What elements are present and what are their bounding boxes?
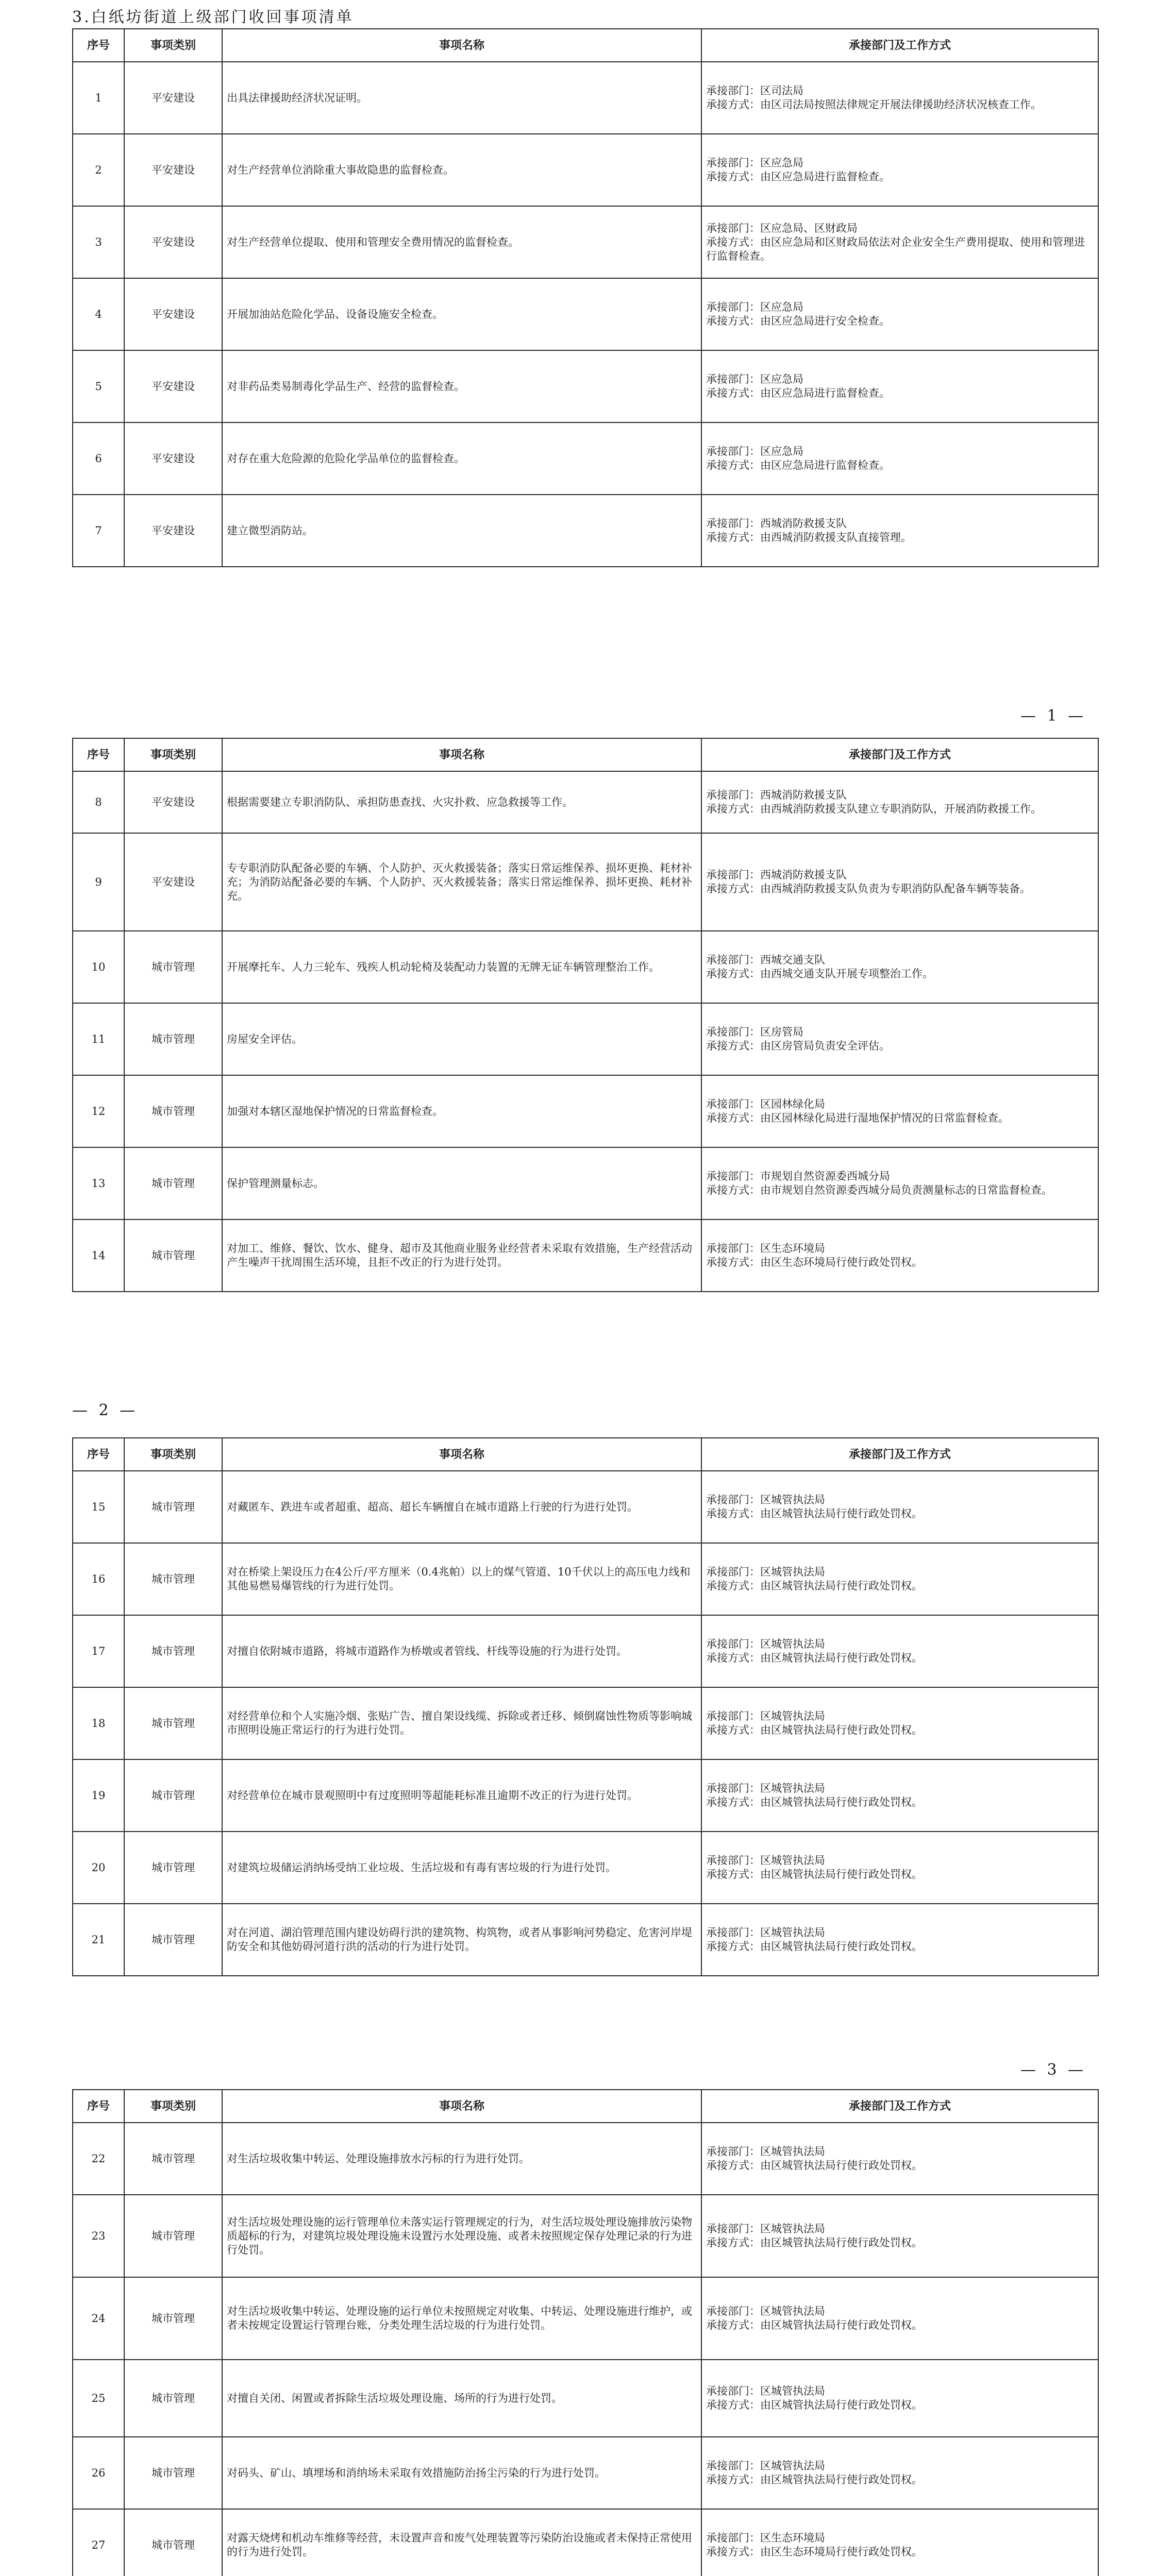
dept-unit: 承接部门：区城管执法局 xyxy=(706,1926,825,1939)
table-row xyxy=(73,2360,1098,2437)
row-category: 城市管理 xyxy=(124,1687,222,1759)
row-item-name: 对存在重大危险源的危险化学品单位的监督检查。 xyxy=(222,422,701,495)
row-category: 平安建设 xyxy=(124,422,222,495)
row-seq: 21 xyxy=(73,1904,124,1976)
table-row xyxy=(73,206,1098,278)
row-seq: 12 xyxy=(73,1075,124,1147)
dept-method: 承接方式：由市规划自然资源委西城分局负责测量标志的日常监督检查。 xyxy=(706,1184,1052,1196)
dept-method: 承接方式：由区司法局按照法律规定开展法律援助经济状况核查工作。 xyxy=(706,98,1042,111)
dept-method: 承接方式：由区城管执法局行使行政处罚权。 xyxy=(706,2399,923,2411)
dept-method: 承接方式：由区城管执法局行使行政处罚权。 xyxy=(706,1507,923,1520)
row-category: 城市管理 xyxy=(124,1075,222,1147)
dept-method: 承接方式：由区应急局进行监督检查。 xyxy=(706,171,890,183)
row-seq: 2 xyxy=(73,134,124,206)
dept-unit: 承接部门：区生态环境局 xyxy=(706,1242,825,1255)
row-dept xyxy=(701,1687,1098,1759)
row-item-name: 对擅自依附城市道路，将城市道路作为桥墩或者管线、杆线等设施的行为进行处罚。 xyxy=(222,1615,701,1687)
table-row xyxy=(73,62,1098,134)
row-seq: 22 xyxy=(73,2123,124,2195)
table-row xyxy=(73,1904,1098,1976)
dept-unit: 承接部门：区应急局、区财政局 xyxy=(706,222,858,234)
page-number-2: — 2 — xyxy=(72,1401,139,1419)
dept-method: 承接方式：由区城管执法局行使行政处罚权。 xyxy=(706,1652,923,1664)
row-dept xyxy=(701,1759,1098,1832)
row-dept xyxy=(701,2360,1098,2437)
table-header-row xyxy=(73,29,1098,62)
dept-method: 承接方式：由西城消防救援支队负责为专职消防队配备车辆等装备。 xyxy=(706,883,1031,895)
row-seq: 7 xyxy=(73,495,124,567)
dept-method: 承接方式：由西城消防救援支队建立专职消防队，开展消防救援工作。 xyxy=(706,803,1042,815)
dept-unit: 承接部门：区园林绿化局 xyxy=(706,1098,825,1110)
table-row xyxy=(73,2123,1098,2195)
header-seq: 序号 xyxy=(73,1438,124,1471)
dept-unit: 承接部门：西城消防救援支队 xyxy=(706,517,847,530)
table-row xyxy=(73,134,1098,206)
table-row xyxy=(73,1219,1098,1292)
dept-unit: 承接部门：区应急局 xyxy=(706,445,803,457)
dept-method: 承接方式：由区生态环境局行使行政处罚权。 xyxy=(706,1256,923,1268)
dept-unit: 承接部门：西城消防救援支队 xyxy=(706,869,847,881)
row-category: 平安建设 xyxy=(124,771,222,833)
row-dept xyxy=(701,278,1098,350)
header-category: 事项类别 xyxy=(124,29,222,62)
header-seq: 序号 xyxy=(73,738,124,771)
dept-unit: 承接部门：区城管执法局 xyxy=(706,1782,825,1794)
row-category: 平安建设 xyxy=(124,495,222,567)
row-seq: 18 xyxy=(73,1687,124,1759)
dept-unit: 承接部门：区房管局 xyxy=(706,1026,803,1038)
dept-unit: 承接部门：区应急局 xyxy=(706,301,803,313)
row-item-name: 对生产经营单位消除重大事故隐患的监督检查。 xyxy=(222,134,701,206)
header-seq: 序号 xyxy=(73,2090,124,2123)
row-seq: 11 xyxy=(73,1003,124,1075)
table-row xyxy=(73,1832,1098,1904)
dept-method: 承接方式：由区应急局进行安全检查。 xyxy=(706,315,890,327)
dept-method: 承接方式：由区城管执法局行使行政处罚权。 xyxy=(706,1580,923,1592)
page-number-1: — 1 — xyxy=(1020,707,1087,725)
row-seq: 10 xyxy=(73,931,124,1003)
header-seq: 序号 xyxy=(73,29,124,62)
page-heading: 3.白纸坊街道上级部门收回事项清单 xyxy=(72,8,354,26)
dept-method: 承接方式：由区应急局和区财政局依法对企业安全生产费用提取、使用和管理进行监督检查。 xyxy=(706,235,1085,262)
dept-unit: 承接部门：区城管执法局 xyxy=(706,2385,825,2397)
dept-unit: 承接部门：西城消防救援支队 xyxy=(706,789,847,801)
table-row xyxy=(73,350,1098,422)
dept-unit: 承接部门：区城管执法局 xyxy=(706,1710,825,1722)
header-category: 事项类别 xyxy=(124,2090,222,2123)
row-item-name: 加强对本辖区湿地保护情况的日常监督检查。 xyxy=(222,1075,701,1147)
table-header-row xyxy=(73,1438,1098,1471)
row-dept xyxy=(701,350,1098,422)
row-dept xyxy=(701,2195,1098,2277)
header-name: 事项名称 xyxy=(222,738,701,771)
table-page-3 xyxy=(72,1437,1098,1976)
row-dept xyxy=(701,2123,1098,2195)
header-dept: 承接部门及工作方式 xyxy=(701,29,1098,62)
row-dept xyxy=(701,1471,1098,1543)
dept-unit: 承接部门：区城管执法局 xyxy=(706,1638,825,1650)
row-seq: 19 xyxy=(73,1759,124,1832)
dept-method: 承接方式：由区应急局进行监督检查。 xyxy=(706,387,890,399)
dept-unit: 承接部门：区城管执法局 xyxy=(706,2460,825,2472)
table-row xyxy=(73,1687,1098,1759)
row-item-name: 对在河道、湖泊管理范围内建设妨碍行洪的建筑物、构筑物，或者从事影响河势稳定、危害河岸堤防安全和其他妨碍河道行洪的活动的行为进行处罚。 xyxy=(222,1904,701,1976)
row-item-name: 对建筑垃圾储运消纳场受纳工业垃圾、生活垃圾和有毒有害垃圾的行为进行处罚。 xyxy=(222,1832,701,1904)
row-seq: 1 xyxy=(73,62,124,134)
table-row xyxy=(73,1003,1098,1075)
row-category: 城市管理 xyxy=(124,1471,222,1543)
header-dept: 承接部门及工作方式 xyxy=(701,1438,1098,1471)
dept-unit: 承接部门：区应急局 xyxy=(706,373,803,385)
row-category: 城市管理 xyxy=(124,1543,222,1615)
row-seq: 24 xyxy=(73,2277,124,2360)
row-seq: 27 xyxy=(73,2509,124,2576)
row-item-name: 对露天烧烤和机动车维修等经营，未设置声音和废气处理装置等污染防治设施或者未保持正常使用的行为进行处罚。 xyxy=(222,2509,701,2576)
row-item-name: 对生活垃圾处理设施的运行管理单位未落实运行管理规定的行为，对生活垃圾处理设施排放污染物质超标的行为，对建筑垃圾处理设施未设置污水处理设施、或者未按照规定保存处理记录的行为进行处罚。 xyxy=(222,2195,701,2277)
row-seq: 5 xyxy=(73,350,124,422)
row-category: 平安建设 xyxy=(124,278,222,350)
row-dept xyxy=(701,422,1098,495)
row-item-name: 根据需要建立专职消防队、承担防患查找、火灾扑救、应急救援等工作。 xyxy=(222,771,701,833)
row-category: 城市管理 xyxy=(124,2123,222,2195)
row-category: 城市管理 xyxy=(124,1615,222,1687)
dept-unit: 承接部门：区应急局 xyxy=(706,157,803,169)
row-item-name: 对在桥梁上架设压力在4公斤/平方厘米（0.4兆帕）以上的煤气管道、10千伏以上的高压电力线和其他易燃易爆管线的行为进行处罚。 xyxy=(222,1543,701,1615)
row-dept xyxy=(701,134,1098,206)
row-dept xyxy=(701,833,1098,931)
dept-unit: 承接部门：区生态环境局 xyxy=(706,2532,825,2544)
row-seq: 3 xyxy=(73,206,124,278)
dept-method: 承接方式：由区生态环境局行使行政处罚权。 xyxy=(706,2546,923,2558)
header-category: 事项类别 xyxy=(124,1438,222,1471)
row-dept xyxy=(701,495,1098,567)
dept-unit: 承接部门：区城管执法局 xyxy=(706,2223,825,2235)
row-seq: 13 xyxy=(73,1147,124,1219)
row-category: 城市管理 xyxy=(124,1832,222,1904)
dept-method: 承接方式：由区园林绿化局进行湿地保护情况的日常监督检查。 xyxy=(706,1112,1009,1124)
header-name: 事项名称 xyxy=(222,2090,701,2123)
header-name: 事项名称 xyxy=(222,1438,701,1471)
row-seq: 17 xyxy=(73,1615,124,1687)
row-item-name: 对加工、维修、餐饮、饮水、健身、超市及其他商业服务业经营者未采取有效措施，生产经营活动产生噪声干扰周围生活环境，且拒不改正的行为进行处罚。 xyxy=(222,1219,701,1292)
row-seq: 9 xyxy=(73,833,124,931)
table-page-4 xyxy=(72,2089,1098,2576)
row-dept xyxy=(701,62,1098,134)
table-row xyxy=(73,1147,1098,1219)
row-item-name: 房屋安全评估。 xyxy=(222,1003,701,1075)
row-seq: 20 xyxy=(73,1832,124,1904)
row-dept xyxy=(701,931,1098,1003)
dept-method: 承接方式：由区应急局进行监督检查。 xyxy=(706,459,890,471)
table-row xyxy=(73,2437,1098,2509)
row-dept xyxy=(701,771,1098,833)
dept-unit: 承接部门：区城管执法局 xyxy=(706,2145,825,2158)
row-item-name: 对经营单位在城市景观照明中有过度照明等超能耗标准且逾期不改正的行为进行处罚。 xyxy=(222,1759,701,1832)
dept-method: 承接方式：由区城管执法局行使行政处罚权。 xyxy=(706,2473,923,2486)
row-category: 城市管理 xyxy=(124,931,222,1003)
row-category: 城市管理 xyxy=(124,2509,222,2576)
dept-method: 承接方式：由西城交通支队开展专项整治工作。 xyxy=(706,968,933,980)
page-number-3: — 3 — xyxy=(1020,2061,1087,2079)
row-category: 城市管理 xyxy=(124,2360,222,2437)
dept-method: 承接方式：由区城管执法局行使行政处罚权。 xyxy=(706,1796,923,1808)
header-name: 事项名称 xyxy=(222,29,701,62)
dept-method: 承接方式：由区城管执法局行使行政处罚权。 xyxy=(706,2159,923,2172)
row-item-name: 开展摩托车、人力三轮车、残疾人机动轮椅及装配动力装置的无牌无证车辆管理整治工作。 xyxy=(222,931,701,1003)
row-item-name: 出具法律援助经济状况证明。 xyxy=(222,62,701,134)
row-dept xyxy=(701,1904,1098,1976)
table-row xyxy=(73,2195,1098,2277)
table-row xyxy=(73,2509,1098,2576)
row-seq: 6 xyxy=(73,422,124,495)
dept-unit: 承接部门：区城管执法局 xyxy=(706,1566,825,1578)
header-dept: 承接部门及工作方式 xyxy=(701,2090,1098,2123)
row-seq: 26 xyxy=(73,2437,124,2509)
dept-unit: 承接部门：区城管执法局 xyxy=(706,1854,825,1867)
row-dept xyxy=(701,1615,1098,1687)
dept-method: 承接方式：由区城管执法局行使行政处罚权。 xyxy=(706,2236,923,2249)
row-item-name: 对生活垃圾收集中转运、处理设施的运行单位未按照规定对收集、中转运、处理设施进行维护，或者未按规定设置运行管理台账，分类处理生活垃圾的行为进行处罚。 xyxy=(222,2277,701,2360)
table-row xyxy=(73,833,1098,931)
row-item-name: 对码头、矿山、填埋场和消纳场未采取有效措施防治扬尘污染的行为进行处罚。 xyxy=(222,2437,701,2509)
row-item-name: 专专职消防队配备必要的车辆、个人防护、灭火救援装备；落实日常运维保养、损坏更换、耗材补充；为消防站配备必要的车辆、个人防护、灭火救援装备；落实日常运维保养、损坏更换、耗材补充。 xyxy=(222,833,701,931)
row-item-name: 对生产经营单位提取、使用和管理安全费用情况的监督检查。 xyxy=(222,206,701,278)
row-item-name: 对藏匿车、跌进车或者超重、超高、超长车辆擅自在城市道路上行驶的行为进行处罚。 xyxy=(222,1471,701,1543)
dept-unit: 承接部门：区城管执法局 xyxy=(706,2305,825,2317)
table-row xyxy=(73,1615,1098,1687)
row-category: 城市管理 xyxy=(124,2277,222,2360)
row-dept xyxy=(701,1543,1098,1615)
row-item-name: 对非药品类易制毒化学品生产、经营的监督检查。 xyxy=(222,350,701,422)
table-header-row xyxy=(73,738,1098,771)
table-row xyxy=(73,1543,1098,1615)
dept-unit: 承接部门：区司法局 xyxy=(706,84,803,97)
row-item-name: 开展加油站危险化学品、设备设施安全检查。 xyxy=(222,278,701,350)
row-dept xyxy=(701,1003,1098,1075)
dept-unit: 承接部门：西城交通支队 xyxy=(706,954,825,966)
header-dept: 承接部门及工作方式 xyxy=(701,738,1098,771)
row-category: 城市管理 xyxy=(124,2195,222,2277)
table-header-row xyxy=(73,2090,1098,2123)
row-category: 平安建设 xyxy=(124,833,222,931)
row-seq: 15 xyxy=(73,1471,124,1543)
row-category: 平安建设 xyxy=(124,350,222,422)
table-row xyxy=(73,1759,1098,1832)
table-row xyxy=(73,931,1098,1003)
table-page-2 xyxy=(72,738,1098,1292)
table-row xyxy=(73,2277,1098,2360)
row-item-name: 对擅自关闭、闲置或者拆除生活垃圾处理设施、场所的行为进行处罚。 xyxy=(222,2360,701,2437)
dept-method: 承接方式：由区城管执法局行使行政处罚权。 xyxy=(706,2319,923,2331)
table-row xyxy=(73,422,1098,495)
row-seq: 16 xyxy=(73,1543,124,1615)
row-dept xyxy=(701,1832,1098,1904)
row-dept xyxy=(701,1219,1098,1292)
row-seq: 4 xyxy=(73,278,124,350)
table-row xyxy=(73,1471,1098,1543)
row-category: 城市管理 xyxy=(124,1759,222,1832)
table-row xyxy=(73,1075,1098,1147)
row-dept xyxy=(701,2277,1098,2360)
row-seq: 23 xyxy=(73,2195,124,2277)
row-category: 城市管理 xyxy=(124,1904,222,1976)
row-seq: 25 xyxy=(73,2360,124,2437)
header-category: 事项类别 xyxy=(124,738,222,771)
table-row xyxy=(73,495,1098,567)
dept-method: 承接方式：由区房管局负责安全评估。 xyxy=(706,1040,890,1052)
dept-unit: 承接部门：区城管执法局 xyxy=(706,1494,825,1506)
row-dept xyxy=(701,2509,1098,2576)
row-item-name: 保护管理测量标志。 xyxy=(222,1147,701,1219)
row-dept xyxy=(701,1147,1098,1219)
row-category: 平安建设 xyxy=(124,206,222,278)
row-dept xyxy=(701,2437,1098,2509)
table-page-1 xyxy=(72,28,1098,567)
row-category: 城市管理 xyxy=(124,1147,222,1219)
row-seq: 8 xyxy=(73,771,124,833)
row-category: 平安建设 xyxy=(124,62,222,134)
row-seq: 14 xyxy=(73,1219,124,1292)
dept-unit: 承接部门：市规划自然资源委西城分局 xyxy=(706,1170,890,1182)
dept-method: 承接方式：由区城管执法局行使行政处罚权。 xyxy=(706,1940,923,1953)
table-row xyxy=(73,771,1098,833)
row-dept xyxy=(701,206,1098,278)
row-dept xyxy=(701,1075,1098,1147)
dept-method: 承接方式：由区城管执法局行使行政处罚权。 xyxy=(706,1868,923,1880)
dept-method: 承接方式：由区城管执法局行使行政处罚权。 xyxy=(706,1724,923,1736)
row-category: 城市管理 xyxy=(124,1003,222,1075)
row-item-name: 对经营单位和个人实施冷烟、张贴广告、擅自架设线缆、拆除或者迁移、倾倒腐蚀性物质等影响城市照明设施正常运行的行为进行处罚。 xyxy=(222,1687,701,1759)
row-item-name: 建立微型消防站。 xyxy=(222,495,701,567)
dept-method: 承接方式：由西城消防救援支队直接管理。 xyxy=(706,531,912,544)
row-category: 平安建设 xyxy=(124,134,222,206)
row-category: 城市管理 xyxy=(124,1219,222,1292)
row-category: 城市管理 xyxy=(124,2437,222,2509)
table-row xyxy=(73,278,1098,350)
row-item-name: 对生活垃圾收集中转运、处理设施排放水污标的行为进行处罚。 xyxy=(222,2123,701,2195)
